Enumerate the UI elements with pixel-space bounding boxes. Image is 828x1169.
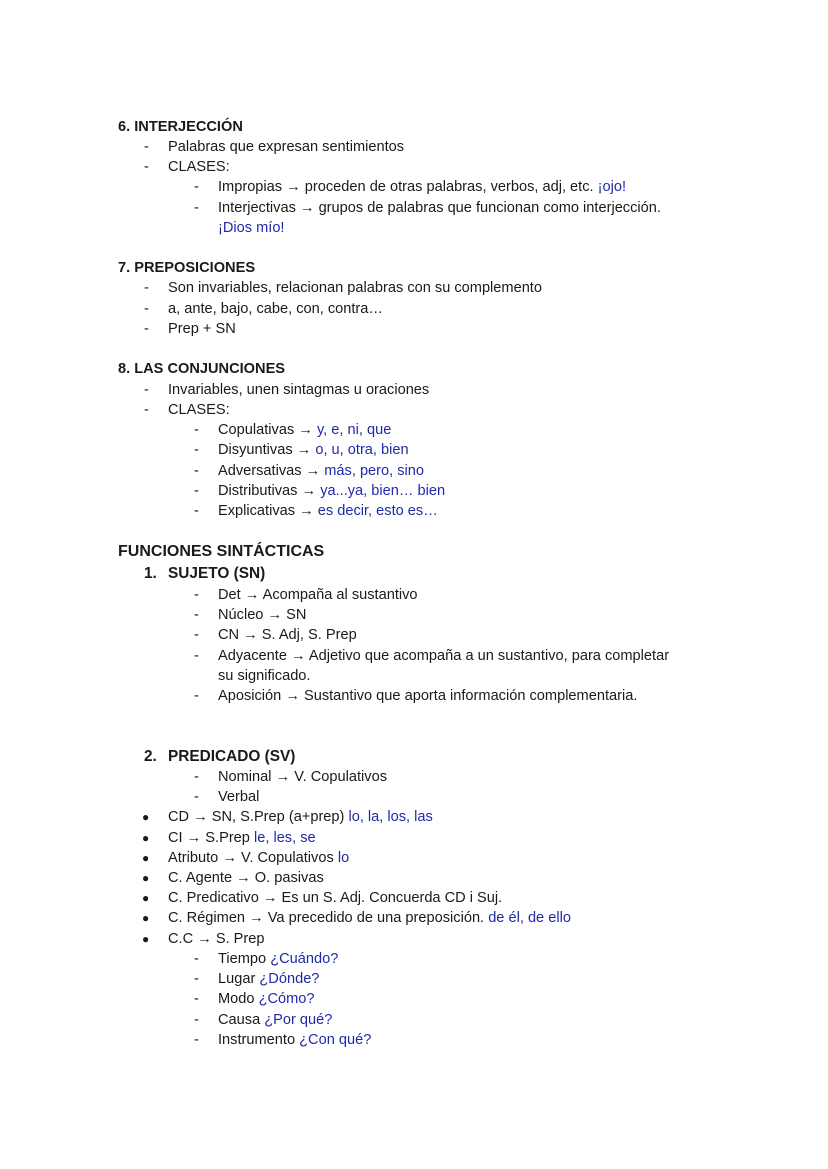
list-item	[218, 1010, 332, 1030]
item-text: Instrumento	[218, 1032, 296, 1048]
example-text: de él, de ello	[488, 910, 571, 926]
item-text: Adversativas →	[218, 463, 321, 479]
example-text: o, u, otra, bien	[315, 442, 409, 458]
bullet: ●	[142, 831, 150, 845]
dash: -	[194, 688, 199, 704]
predicado-title: PREDICADO (SV)	[168, 748, 296, 765]
list-item: Verbal	[218, 789, 260, 805]
dash: -	[194, 1032, 199, 1048]
dash: -	[194, 648, 199, 664]
item-text: Causa	[218, 1012, 261, 1028]
list-item	[218, 177, 626, 197]
dash: -	[144, 382, 149, 398]
dash: -	[194, 607, 199, 623]
list-item	[218, 989, 315, 1009]
dash: -	[144, 159, 149, 175]
bullet-item	[168, 908, 571, 928]
example-text: ya...ya, bien… bien	[320, 483, 446, 499]
example-text: ¡ojo!	[597, 179, 627, 195]
dash: -	[194, 971, 199, 987]
bullet-item: C. Predicativo → Es un S. Adj. Concuerda CD i Suj.	[168, 890, 503, 906]
dash: -	[194, 483, 199, 499]
list-item: Adyacente → Adjetivo que acompaña a un sustantivo, para completar	[218, 648, 670, 664]
bullet-item	[168, 828, 316, 848]
dash: -	[194, 627, 199, 643]
list-item: Det → Acompaña al sustantivo	[218, 587, 418, 603]
dash: -	[144, 301, 149, 317]
item-text: Copulativas →	[218, 422, 313, 438]
dash: -	[194, 991, 199, 1007]
list-item: Núcleo → SN	[218, 607, 307, 623]
dash: -	[194, 179, 199, 195]
item-text: Modo	[218, 991, 255, 1007]
bullet-item	[168, 848, 349, 868]
item-text: Explicativas →	[218, 503, 314, 519]
example-text: más, pero, sino	[324, 463, 425, 479]
bullet: ●	[142, 871, 150, 885]
bullet-item: C. Agente → O. pasivas	[168, 870, 324, 886]
item-text: Tiempo	[218, 951, 267, 967]
list-item: Prep + SN	[168, 321, 236, 337]
list-item	[218, 501, 438, 521]
dash: -	[144, 402, 149, 418]
bullet: ●	[142, 891, 150, 905]
dash: -	[194, 200, 199, 216]
list-item-continued: su significado.	[218, 668, 311, 684]
example-text: ¿Con qué?	[299, 1032, 372, 1048]
list-item: CN → S. Adj, S. Prep	[218, 627, 357, 643]
list-item: CLASES:	[168, 402, 230, 418]
item-text: Impropias → proceden de otras palabras, verbos, adj, etc.	[218, 179, 594, 195]
dash: -	[194, 1012, 199, 1028]
item-text: Lugar	[218, 971, 256, 987]
bullet: ●	[142, 810, 150, 824]
bullet: ●	[142, 911, 150, 925]
item-text: Atributo → V. Copulativos	[168, 850, 334, 866]
list-item: Interjectivas → grupos de palabras que funcionan como interjección.	[218, 200, 661, 216]
list-item	[218, 1030, 371, 1050]
dash: -	[144, 321, 149, 337]
item-text: CD → SN, S.Prep (a+prep)	[168, 809, 345, 825]
list-item	[218, 949, 338, 969]
list-item: Son invariables, relacionan palabras con su complemento	[168, 280, 542, 296]
dash: -	[194, 463, 199, 479]
list-item	[218, 461, 424, 481]
funciones-title: FUNCIONES SINTÁCTICAS	[118, 543, 325, 560]
list-item: Invariables, unen sintagmas u oraciones	[168, 382, 430, 398]
bullet: ●	[142, 851, 150, 865]
dash: -	[194, 422, 199, 438]
bullet-item	[168, 807, 433, 827]
dash: -	[144, 280, 149, 296]
dash: -	[144, 139, 149, 155]
bullet: ●	[142, 932, 150, 946]
section-7-title: 7. PREPOSICIONES	[118, 260, 256, 276]
section-6-title: 6. INTERJECCIÓN	[118, 119, 243, 135]
example-text: ¡Dios mío!	[218, 220, 285, 236]
example-text: es decir, esto es…	[317, 503, 438, 519]
list-item: Aposición → Sustantivo que aporta información complementaria.	[218, 688, 638, 704]
dash: -	[194, 769, 199, 785]
sujeto-title: SUJETO (SN)	[168, 565, 266, 582]
list-item	[218, 440, 409, 460]
example-text: ¿Cómo?	[258, 991, 315, 1007]
example-text: ¿Por qué?	[264, 1012, 333, 1028]
list-item: Palabras que expresan sentimientos	[168, 139, 405, 155]
list-item: a, ante, bajo, cabe, con, contra…	[168, 301, 383, 317]
dash: -	[194, 587, 199, 603]
example-text: y, e, ni, que	[316, 422, 392, 438]
example-text: ¿Cuándo?	[270, 951, 339, 967]
list-item	[218, 481, 445, 501]
example-text: lo	[337, 850, 350, 866]
predicado-number: 2.	[144, 748, 157, 765]
dash: -	[194, 442, 199, 458]
item-text: CI → S.Prep	[168, 830, 250, 846]
list-item	[218, 420, 391, 440]
item-text: Disyuntivas →	[218, 442, 312, 458]
list-item: Nominal → V. Copulativos	[218, 769, 387, 785]
list-item: CLASES:	[168, 159, 230, 175]
item-text: C. Régimen → Va precedido de una preposición.	[168, 910, 485, 926]
example-text: ¿Dónde?	[259, 971, 320, 987]
bullet-item: C.C → S. Prep	[168, 931, 265, 947]
example-text: lo, la, los, las	[348, 809, 433, 825]
dash: -	[194, 789, 199, 805]
sujeto-number: 1.	[144, 565, 157, 582]
item-text: Distributivas →	[218, 483, 317, 499]
dash: -	[194, 951, 199, 967]
dash: -	[194, 503, 199, 519]
list-item	[218, 969, 319, 989]
example-text: le, les, se	[253, 830, 316, 846]
section-8-title: 8. LAS CONJUNCIONES	[118, 361, 286, 377]
